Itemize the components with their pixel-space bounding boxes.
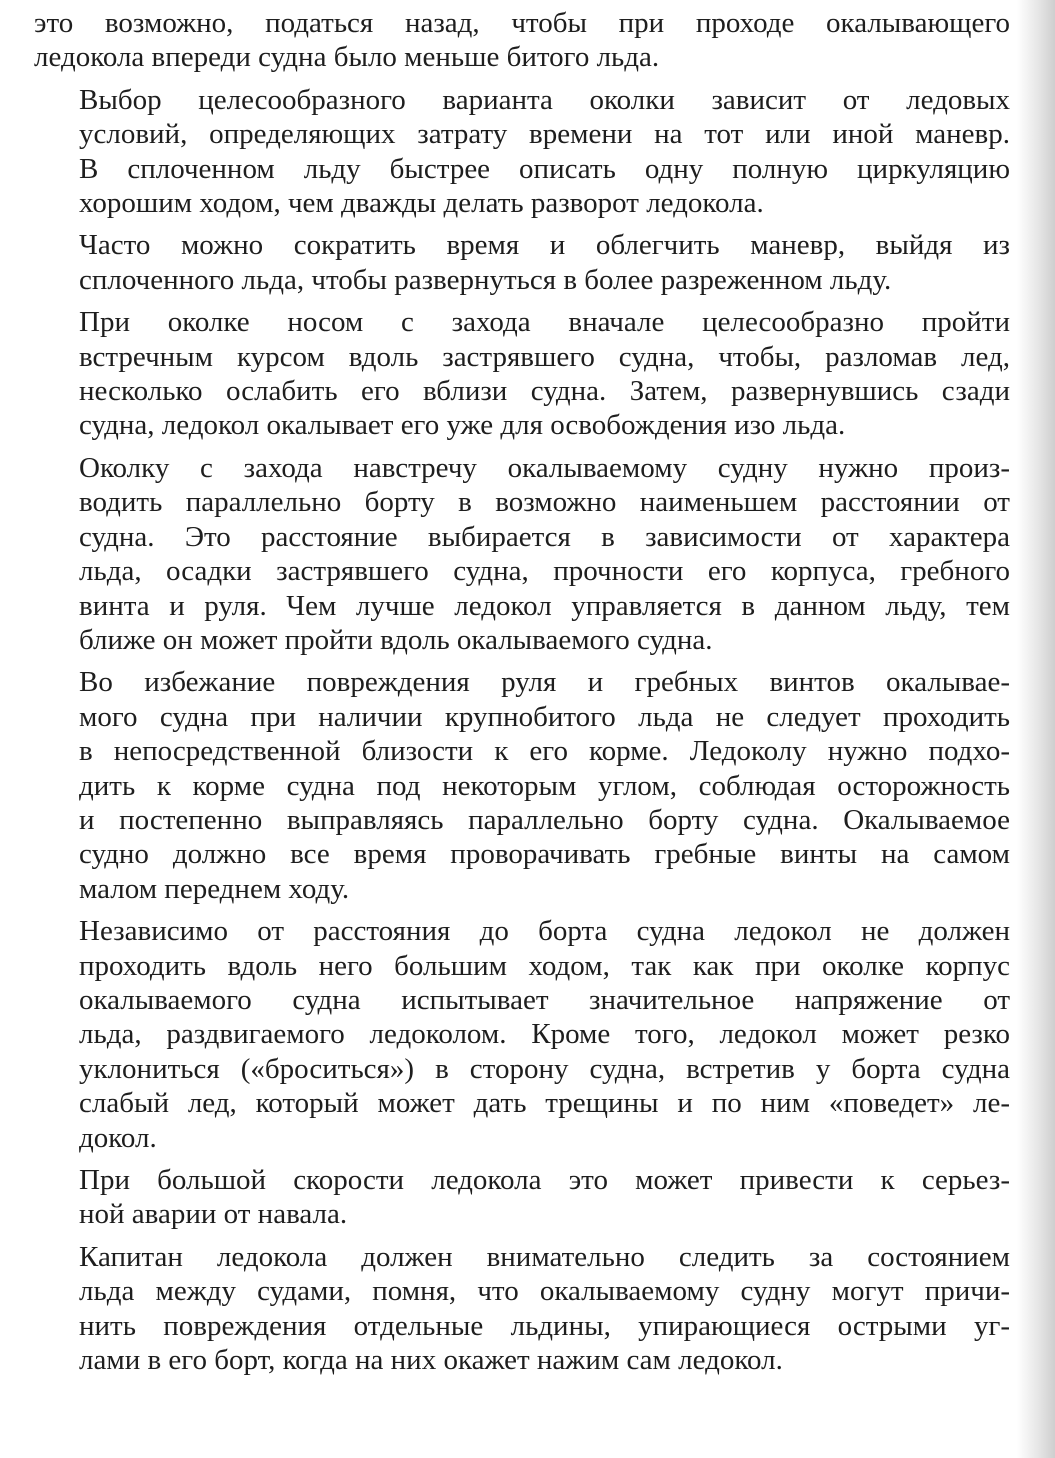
text-line: ближе он может пройти вдоль окалываемого судна. <box>79 623 713 656</box>
text-line: окалываемого судна испытывает значительное напряжение от <box>79 983 1010 1016</box>
text-line: водить параллельно борту в возможно наименьшем расстоянии от <box>79 486 1010 519</box>
text-line: проходить вдоль него большим ходом, так как при околке корпус <box>79 949 1010 982</box>
paragraph <box>34 6 1010 75</box>
text-line: льда, раздвигаемого ледоколом. Кроме того, ледокол может резко <box>79 1018 1010 1051</box>
paragraph <box>34 1240 1010 1378</box>
text-line: несколько ослабить его вблизи судна. Затем, развернувшись сзади <box>79 375 1010 408</box>
text-line: лами в его борт, когда на них окажет нажим сам ледокол. <box>79 1344 783 1377</box>
paragraph <box>34 1163 1010 1232</box>
text-line: судна. Это расстояние выбирается в зависимости от характера <box>79 520 1010 553</box>
text-line: Часто можно сократить время и облегчить маневр, выйдя из <box>79 229 1010 262</box>
text-line: льда между судами, помня, что окалываемому судну могут причи- <box>79 1275 1010 1308</box>
text-line: ной аварии от навала. <box>79 1198 348 1231</box>
text-line: При околке носом с захода вначале целесообразно пройти <box>79 306 1010 339</box>
paragraph <box>34 451 1010 657</box>
text-line: судна, ледокол окалывает его уже для освобождения изо льда. <box>79 409 846 442</box>
paragraph <box>34 228 1010 297</box>
text-line: ледокола впереди судна было меньше битого льда. <box>34 41 660 74</box>
text-line: докол. <box>79 1121 157 1154</box>
text-line: судно должно все время проворачивать гребные винты на самом <box>79 838 1010 871</box>
paragraph <box>34 665 1010 906</box>
text-line: льда, осадки застрявшего судна, прочности его корпуса, гребного <box>79 555 1010 588</box>
text-line: При большой скорости ледокола это может привести к серьез- <box>79 1164 1010 1196</box>
paragraph <box>34 305 1010 443</box>
paragraph <box>34 914 1010 1155</box>
text-line: и постепенно выправляясь параллельно борту судна. Окалываемое <box>79 803 1010 836</box>
text-line: Во избежание повреждения руля и гребных винтов окалывае- <box>79 666 1010 699</box>
text-line: уклониться («броситься») в сторону судна, встретив у борта судна <box>79 1052 1010 1085</box>
text-line: Выбор целесообразного варианта околки зависит от ледовых <box>79 83 1010 116</box>
text-line: встречным курсом вдоль застрявшего судна, чтобы, разломав лед, <box>79 340 1010 373</box>
text-line: в непосредственной близости к его корме. Ледоколу нужно подхо- <box>79 735 1010 768</box>
text-line: малом переднем ходу. <box>79 872 350 905</box>
text-line: сплоченного льда, чтобы развернуться в более разреженном льду. <box>79 263 892 296</box>
text-line: это возможно, податься назад, чтобы при проходе окалывающего <box>34 7 1010 39</box>
text-line: Околку с захода навстречу окалываемому судну нужно произ- <box>79 451 1010 484</box>
text-line: мого судна при наличии крупнобитого льда не следует проходить <box>79 700 1010 733</box>
text-line: Капитан ледокола должен внимательно следить за состоянием <box>79 1240 1010 1273</box>
paragraph <box>34 83 1010 221</box>
page-edge-shadow <box>1017 0 1055 1458</box>
text-line: слабый лед, который может дать трещины и по ним «поведет» ле- <box>79 1087 1010 1120</box>
text-line: хорошим ходом, чем дважды делать разворот ледокола. <box>79 187 764 220</box>
text-line: винта и руля. Чем лучше ледокол управляется в данном льду, тем <box>79 589 1010 622</box>
text-line: Независимо от расстояния до борта судна ледокол не должен <box>79 915 1010 948</box>
body-text <box>34 6 1010 1385</box>
text-line: В сплоченном льду быстрее описать одну полную циркуляцию <box>79 152 1010 185</box>
text-line: условий, определяющих затрату времени на тот или иной маневр. <box>79 118 1010 151</box>
text-line: дить к корме судна под некоторым углом, соблюдая осторожность <box>79 769 1010 802</box>
text-line: нить повреждения отдельные льдины, упирающиеся острыми уг- <box>79 1309 1010 1342</box>
